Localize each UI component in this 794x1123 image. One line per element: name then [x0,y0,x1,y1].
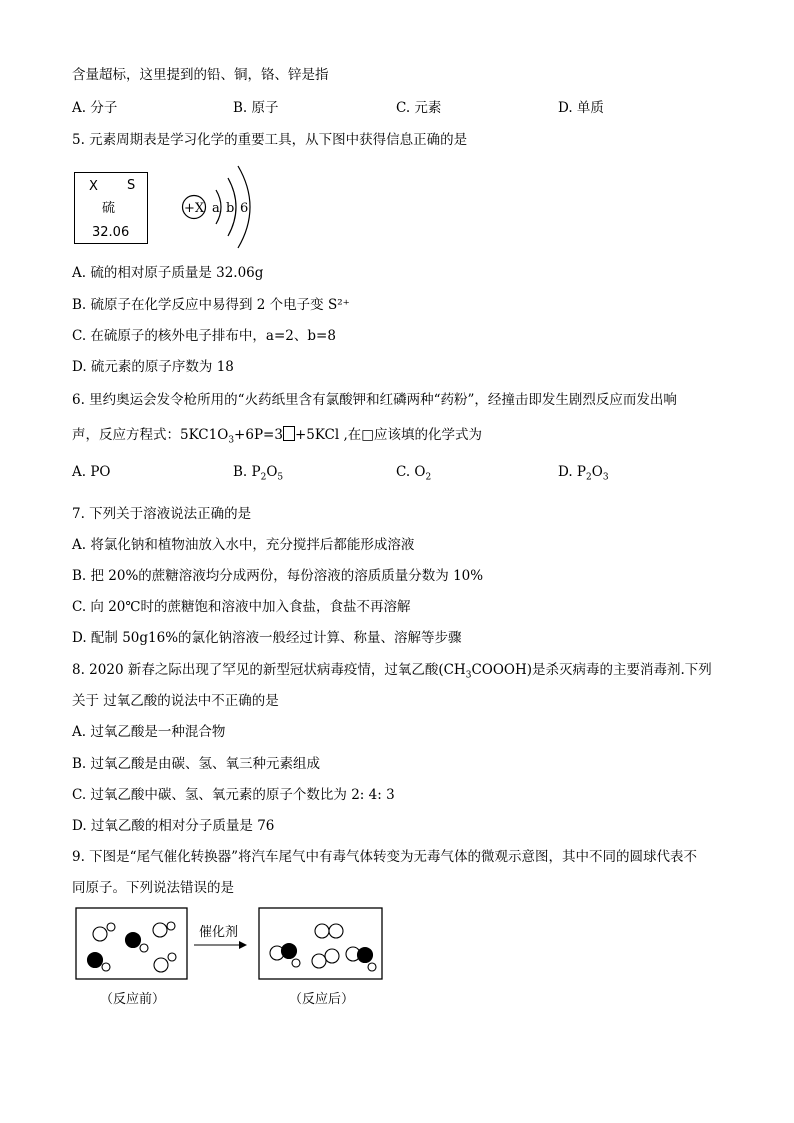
nucleus-label: +X [184,201,205,216]
white-atom [325,949,339,963]
electron-count-a: a [212,201,220,216]
q8-option-c: C. 过氧乙酸中碳、氢、氧元素的原子个数比为 2: 4: 3 [72,787,395,803]
reaction-diagram [74,906,386,982]
q7-option-c: C. 向 20℃时的蔗糖饱和溶液中加入食盐，食盐不再溶解 [72,599,411,615]
q6-equation-part3: +5KCl ,在□应该填的化学式为 [294,427,483,443]
q6-equation-part2: +6P=3 [234,427,283,443]
white-atom [368,963,376,971]
q8-stem-line1: 8. 2020 新春之际出现了罕见的新型冠状病毒疫情，过氧乙酸$(CH_3COOOH)$是杀灭病毒的主要消毒剂.下列 [72,662,712,681]
element-box-mass: 32.06 [92,225,130,240]
q8-stem-line2: 关于 过氧乙酸的说法中不正确的是 [72,693,279,709]
q6-option-d: D. $P_2O_3$ [558,464,609,483]
element-box-x: X [89,179,98,194]
q4-option-b: B. 原子 [233,100,279,116]
q6-stem-line2: 声，反应方程式：$5KC1O_3+6P=3 +5KCl$ ,在□应该填的化学式为 [72,427,483,446]
q5-option-b: B. 硫原子在化学反应中易得到 2 个电子变 S²⁺ [72,297,350,313]
q8-option-d: D. 过氧乙酸的相对分子质量是 76 [72,818,275,834]
q7-option-d: D. 配制 50g16%的氯化钠溶液一般经过计算、称量、溶解等步骤 [72,630,462,646]
white-atom [329,924,343,938]
electron-count-6: 6 [240,201,249,216]
q7-option-b: B. 把 20%的蔗糖溶液均分成两份，每份溶液的溶质质量分数为 10% [72,568,484,584]
caption-before: （反应前） [100,992,166,1007]
white-atom [140,944,148,952]
white-atom [312,954,326,968]
white-atom [153,923,167,937]
q8-option-b: B. 过氧乙酸是由碳、氢、氧三种元素组成 [72,756,321,772]
q6-option-b: B. $P_2O_5$ [233,464,284,483]
arrow-head [239,941,247,949]
q6-option-a: A. PO [72,464,111,480]
element-box [74,172,148,244]
white-atom [107,923,115,931]
white-atom [154,958,168,972]
catalyst-label: 催化剂 [199,925,239,940]
q4-option-a: A. 分子 [72,100,118,116]
q4-option-c: C. 元素 [396,100,442,116]
atom-structure-diagram [176,162,276,254]
element-box-name: 硫 [102,201,116,216]
q5-option-a: A. 硫的相对原子质量是 32.06g [72,265,264,281]
q6-stem-line1: 6. 里约奥运会发令枪所用的“火药纸里含有氯酸钾和红磷两种“药粉”，经撞击即发生剧烈反应而发出响 [72,392,677,408]
white-atom [168,953,176,961]
black-atom [358,948,373,963]
q9-stem-line2: 同原子。下列说法错误的是 [72,880,234,896]
white-atom [292,959,300,967]
black-atom [88,953,103,968]
q7-stem: 7. 下列关于溶液说法正确的是 [72,506,252,522]
q5-stem: 5. 元素周期表是学习化学的重要工具，从下图中获得信息正确的是 [72,132,468,148]
electron-count-b: b [226,201,235,216]
white-atom [102,963,110,971]
blank-box [283,426,295,441]
q6-equation-part1: 声，反应方程式：5KC1O [72,427,229,443]
white-atom [315,924,329,938]
white-atom [167,922,175,930]
q6-option-c: C. $O_2$ [396,464,432,483]
q4-option-d: D. 单质 [558,100,604,116]
q7-option-a: A. 将氯化钠和植物油放入水中，充分搅拌后都能形成溶液 [72,537,415,553]
caption-after: （反应后） [289,992,355,1007]
q5-option-c: C. 在硫原子的核外电子排布中，a=2、b=8 [72,328,336,344]
black-atom [126,933,141,948]
line-top: 含量超标，这里提到的铅、铜，铬、锌是指 [72,67,329,83]
element-box-symbol: S [127,178,136,193]
q5-option-d: D. 硫元素的原子序数为 18 [72,359,234,375]
q9-stem-line1: 9. 下图是“尾气催化转换器”将汽车尾气中有毒气体转变为无毒气体的微观示意图，其中不同的圆球代表不 [72,849,697,865]
after-molecules [270,924,376,971]
white-atom [93,927,107,941]
q8-option-a: A. 过氧乙酸是一种混合物 [72,724,226,740]
before-molecules [88,922,177,972]
